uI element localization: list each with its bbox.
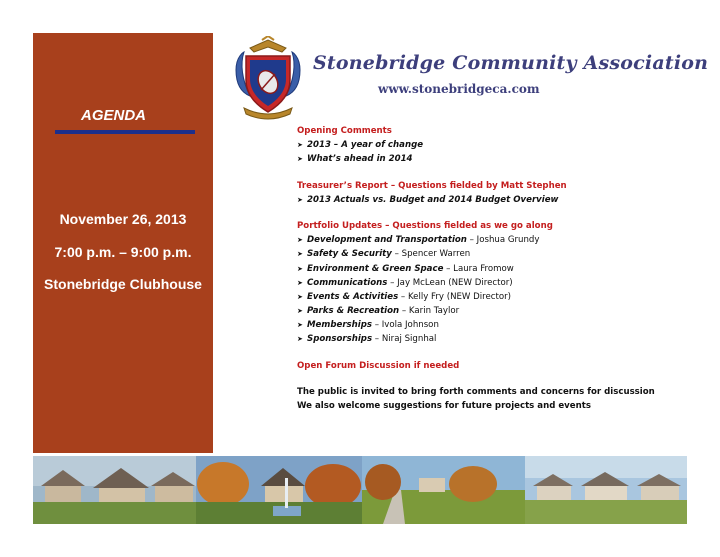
title-underline [55,130,195,134]
portfolio-person: – Laura Fromow [443,263,514,274]
portfolio-topic: Development and Transportation [307,235,467,246]
portfolio-heading: Portfolio Updates – Questions fielded as we go along [297,220,553,231]
closing-line: The public is invited to bring forth comments and concerns for discussion [297,386,655,397]
portfolio-person: – Ivola Johnson [372,320,439,331]
list-item: ➤ 2013 – A year of change [297,140,424,151]
list-item: ➤ Environment & Green Space – Laura Fromow [297,263,514,274]
portfolio-topic: Sponsorships [307,334,373,345]
crest-icon [228,36,308,120]
open-forum-heading: Open Forum Discussion if needed [297,360,460,371]
list-item: ➤ Memberships – Ivola Johnson [297,320,439,331]
sidebar-panel [33,33,213,453]
closing-line: We also welcome suggestions for future projects and events [297,401,591,411]
treasurer-heading: Treasurer’s Report – Questions fielded by Matt Stephen [297,180,567,191]
list-item: ➤ Sponsorships – Niraj Signhal [297,334,437,345]
portfolio-topic: Parks & Recreation [307,306,400,317]
portfolio-person: – Jay McLean (NEW Director) [387,277,513,288]
portfolio-person: – Kelly Fry (NEW Director) [398,291,512,302]
meeting-date: November 26, 2013 [59,211,187,227]
list-item: ➤ 2013 Actuals vs. Budget and 2014 Budget Overview [297,194,559,205]
agenda-list [297,124,697,413]
portfolio-topic: Communications [307,277,388,288]
list-item: ➤ Development and Transportation – Joshua Grundy [297,235,540,246]
organization-name: Stonebridge Community Association [313,52,709,74]
list-item: ➤ Events & Activities – Kelly Fry (NEW Director) [297,291,512,302]
agenda-item-text: What’s ahead in 2014 [307,154,413,165]
organization-url[interactable]: www.stonebridgeca.com [378,82,540,96]
agenda-item-text: 2013 – A year of change [307,140,424,151]
portfolio-person: – Joshua Grundy [466,235,540,246]
list-item: ➤ Parks & Recreation – Karin Taylor [297,306,460,317]
opening-heading: Opening Comments [297,126,392,136]
portfolio-topic: Environment & Green Space [307,263,444,274]
agenda-title: AGENDA [81,107,147,124]
portfolio-person: – Karin Taylor [399,306,460,317]
community-photo-strip [33,456,687,524]
list-item: ➤ What’s ahead in 2014 [297,154,413,165]
list-item: ➤ Safety & Security – Spencer Warren [297,249,471,260]
meeting-time: 7:00 p.m. – 9:00 p.m. [54,244,192,260]
portfolio-topic: Memberships [307,320,372,331]
portfolio-topic: Events & Activities [307,291,399,302]
portfolio-topic: Safety & Security [307,249,392,260]
agenda-item-text: 2013 Actuals vs. Budget and 2014 Budget Overview [307,194,559,205]
portfolio-person: – Spencer Warren [391,249,471,260]
portfolio-person: – Niraj Signhal [372,334,437,345]
list-item: ➤ Communications – Jay McLean (NEW Director) [297,277,513,288]
meeting-location: Stonebridge Clubhouse [44,276,202,292]
